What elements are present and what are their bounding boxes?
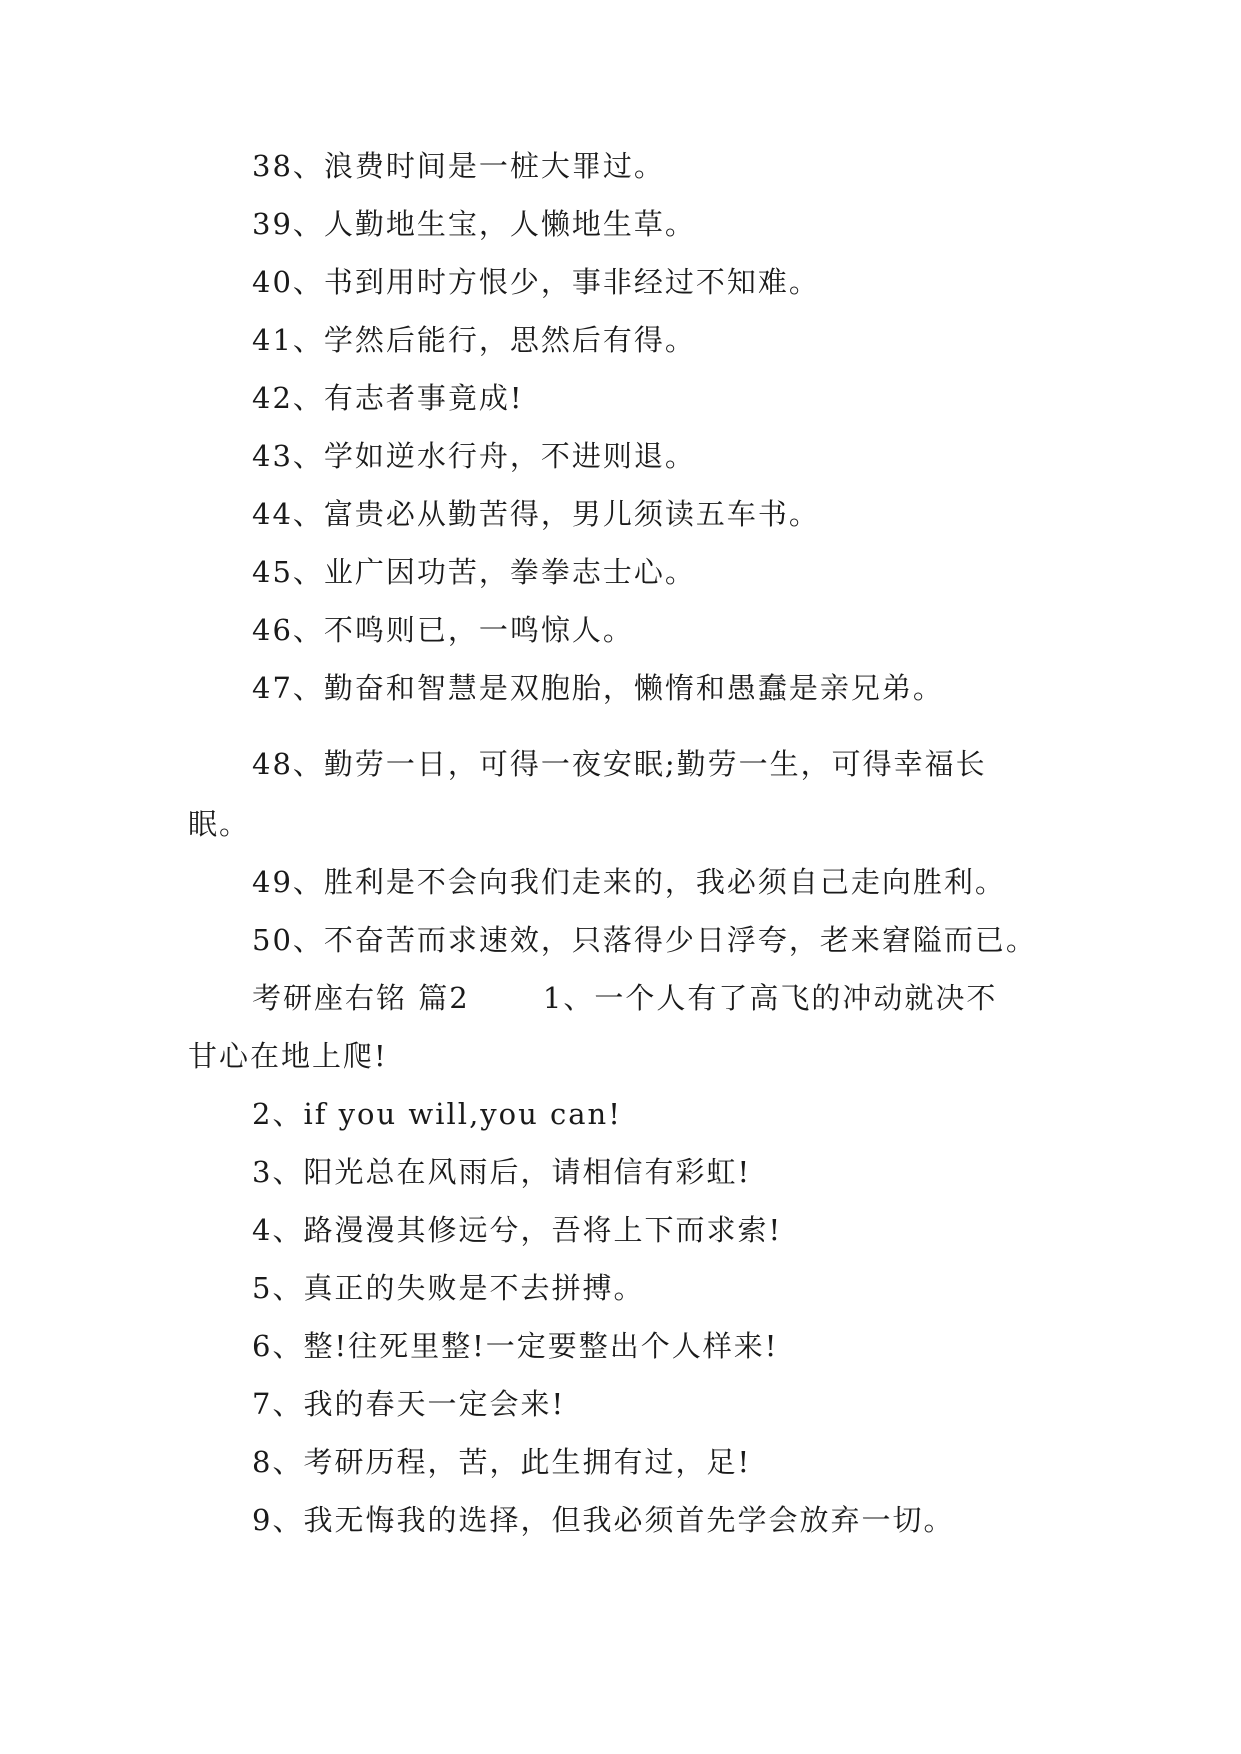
text-line: 46、不鸣则已，一鸣惊人。 — [252, 613, 634, 647]
text-line: 3、阳光总在风雨后，请相信有彩虹! — [252, 1155, 752, 1189]
text-line: 48、勤劳一日，可得一夜安眠;勤劳一生，可得幸福长 — [252, 747, 987, 781]
text-line: 38、浪费时间是一桩大罪过。 — [252, 149, 665, 183]
text-line: 39、人勤地生宝，人懒地生草。 — [252, 207, 696, 241]
text-line: 眠。 — [188, 807, 251, 841]
text-line: 7、我的春天一定会来! — [252, 1387, 566, 1421]
text-line: 5、真正的失败是不去拼搏。 — [252, 1271, 645, 1305]
text-line: 8、考研历程，苦，此生拥有过，足! — [252, 1445, 752, 1479]
text-line: 2、if you will,you can! — [252, 1097, 622, 1131]
text-line: 45、业广因功苦，拳拳志士心。 — [252, 555, 696, 589]
text-line: 9、我无悔我的选择，但我必须首先学会放弃一切。 — [252, 1503, 955, 1537]
text-line: 47、勤奋和智慧是双胞胎，懒惰和愚蠢是亲兄弟。 — [252, 671, 944, 705]
text-line: 4、路漫漫其修远兮，吾将上下而求索! — [252, 1213, 783, 1247]
text-line: 50、不奋苦而求速效，只落得少日浮夸，老来窘隘而已。 — [252, 923, 1037, 957]
text-line: 考研座右铭 篇2 1、一个人有了高飞的冲动就决不 — [252, 981, 998, 1015]
text-line: 49、胜利是不会向我们走来的，我必须自己走向胜利。 — [252, 865, 1006, 899]
text-line: 43、学如逆水行舟，不进则退。 — [252, 439, 696, 473]
text-line: 42、有志者事竟成! — [252, 381, 524, 415]
text-line: 6、整!往死里整!一定要整出个人样来! — [252, 1329, 779, 1363]
text-line: 甘心在地上爬! — [188, 1039, 388, 1073]
text-line: 44、富贵必从勤苦得，男儿须读五车书。 — [252, 497, 820, 531]
text-line: 40、书到用时方恨少，事非经过不知难。 — [252, 265, 820, 299]
text-line: 41、学然后能行，思然后有得。 — [252, 323, 696, 357]
